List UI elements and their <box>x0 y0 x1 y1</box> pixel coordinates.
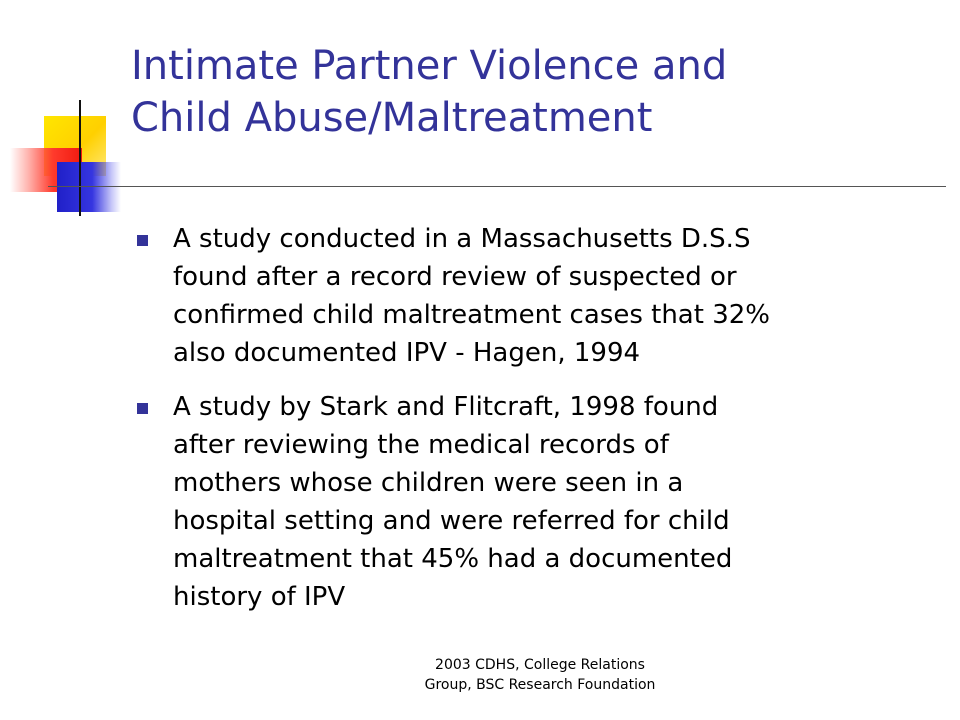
bullet-line: found after a record review of suspected or <box>173 262 737 292</box>
bullet-line: after reviewing the medical records of <box>173 430 669 460</box>
bullet-text <box>173 388 913 616</box>
bullet-item <box>133 388 913 616</box>
title-line: Intimate Partner Violence and <box>131 43 728 89</box>
decorative-vertical-line <box>79 100 81 216</box>
bullet-square-icon <box>137 403 148 414</box>
bullet-item <box>133 220 913 372</box>
slide-footer <box>340 655 740 695</box>
decorative-blue-square <box>57 162 121 212</box>
footer-line: 2003 CDHS, College Relations <box>435 657 645 673</box>
bullet-list <box>133 220 913 632</box>
bullet-line: confirmed child maltreatment cases that 32% <box>173 300 770 330</box>
bullet-line: history of IPV <box>173 582 346 612</box>
bullet-line: hospital setting and were referred for child <box>173 506 730 536</box>
title-line: Child Abuse/Maltreatment <box>131 95 653 141</box>
bullet-square-icon <box>137 235 148 246</box>
bullet-text <box>173 220 913 372</box>
bullet-line: A study by Stark and Flitcraft, 1998 found <box>173 392 719 422</box>
slide-title <box>131 40 921 144</box>
bullet-line: mothers whose children were seen in a <box>173 468 684 498</box>
bullet-line: A study conducted in a Massachusetts D.S.S <box>173 224 751 254</box>
title-underline <box>48 186 946 187</box>
footer-line: Group, BSC Research Foundation <box>424 677 656 693</box>
bullet-line: maltreatment that 45% had a documented <box>173 544 733 574</box>
bullet-line: also documented IPV - Hagen, 1994 <box>173 338 641 368</box>
